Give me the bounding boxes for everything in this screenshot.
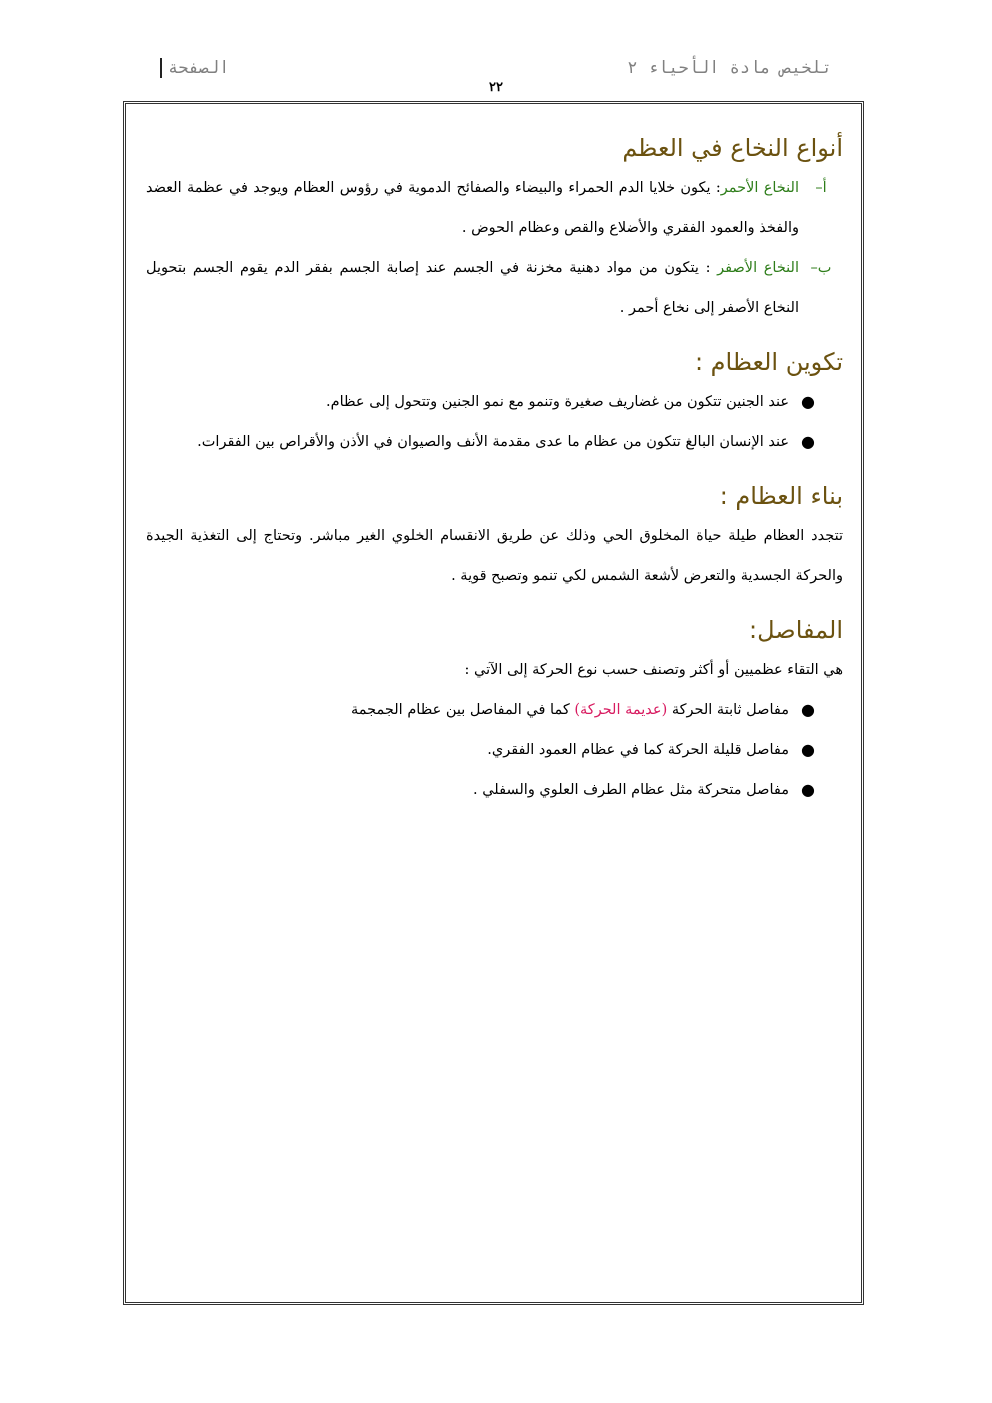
page-content <box>146 128 843 810</box>
list-item: ● عند الجنين تتكون من غضاريف صغيرة وتنمو مع نمو الجنين وتتحول إلى عظام. <box>146 382 843 422</box>
list-item: ● مفاصل قليلة الحركة كما في عظام العمود الفقري. <box>146 730 843 770</box>
heading-marrow-types: أنواع النخاع في العظم <box>622 134 843 162</box>
header-divider <box>160 58 162 78</box>
page-number: ٢٢ <box>489 80 503 95</box>
bone-building-text: تتجدد العظام طيلة حياة المخلوق الحي وذلك عن طريق الانقسام الخلوي الغير مباشر. وتحتاج إلى التغذية الجيدة والحركة الجسدية والتعرض لأشعة الشمس لكي تنمو وتصبح قوية . <box>146 528 843 584</box>
list-item: ● مفاصل ثابتة الحركة (عديمة الحركة) كما في المفاصل بين عظام الجمجمة <box>146 690 843 730</box>
list-item: ● مفاصل متحركة مثل عظام الطرف العلوي والسفلي . <box>146 770 843 810</box>
yellow-marrow-label: النخاع الأصفر <box>717 260 799 276</box>
list-item: ● عند الإنسان البالغ تتكون من عظام ما عدى مقدمة الأنف والصيوان في الأذن والأقراص بين الفقرات. <box>146 422 843 462</box>
immovable-note: (عديمة الحركة) <box>574 702 668 718</box>
bullet-icon: ● <box>801 392 815 411</box>
heading-bone-building: بناء العظام : <box>719 482 843 510</box>
bullet-icon: ● <box>801 700 815 719</box>
document-title: تلخيص مادة الأحياء ٢ <box>627 58 832 78</box>
red-marrow-text: : يكون خلايا الدم الحمراء والبيضاء والصفائح الدموية في رؤوس العظام ويوجد في عظمة العضد والفخذ والعمود الفقري والأضلاع والقص وعظام الحوض . <box>146 180 799 236</box>
joints-intro: هي التقاء عظميين أو أكثر وتصنف حسب نوع الحركة إلى الآتي : <box>464 662 843 678</box>
marrow-red-item <box>146 168 843 248</box>
bullet-icon: ● <box>801 780 815 799</box>
list-marker-a: أ– <box>815 180 827 196</box>
page-label: الصفحة <box>160 58 229 78</box>
heading-bone-formation: تكوين العظام : <box>694 348 843 376</box>
bullet-icon: ● <box>801 740 815 759</box>
yellow-marrow-text: : يتكون من مواد دهنية مخزنة في الجسم عند إصابة الجسم بفقر الدم يقوم الجسم بتحويل النخاع الأصفر إلى نخاع أحمر . <box>146 260 799 316</box>
red-marrow-label: النخاع الأحمر <box>720 180 799 196</box>
bullet-icon: ● <box>801 432 815 451</box>
marrow-yellow-item <box>146 248 843 328</box>
heading-joints: المفاصل: <box>749 616 843 644</box>
list-marker-b: ب– <box>810 260 832 276</box>
